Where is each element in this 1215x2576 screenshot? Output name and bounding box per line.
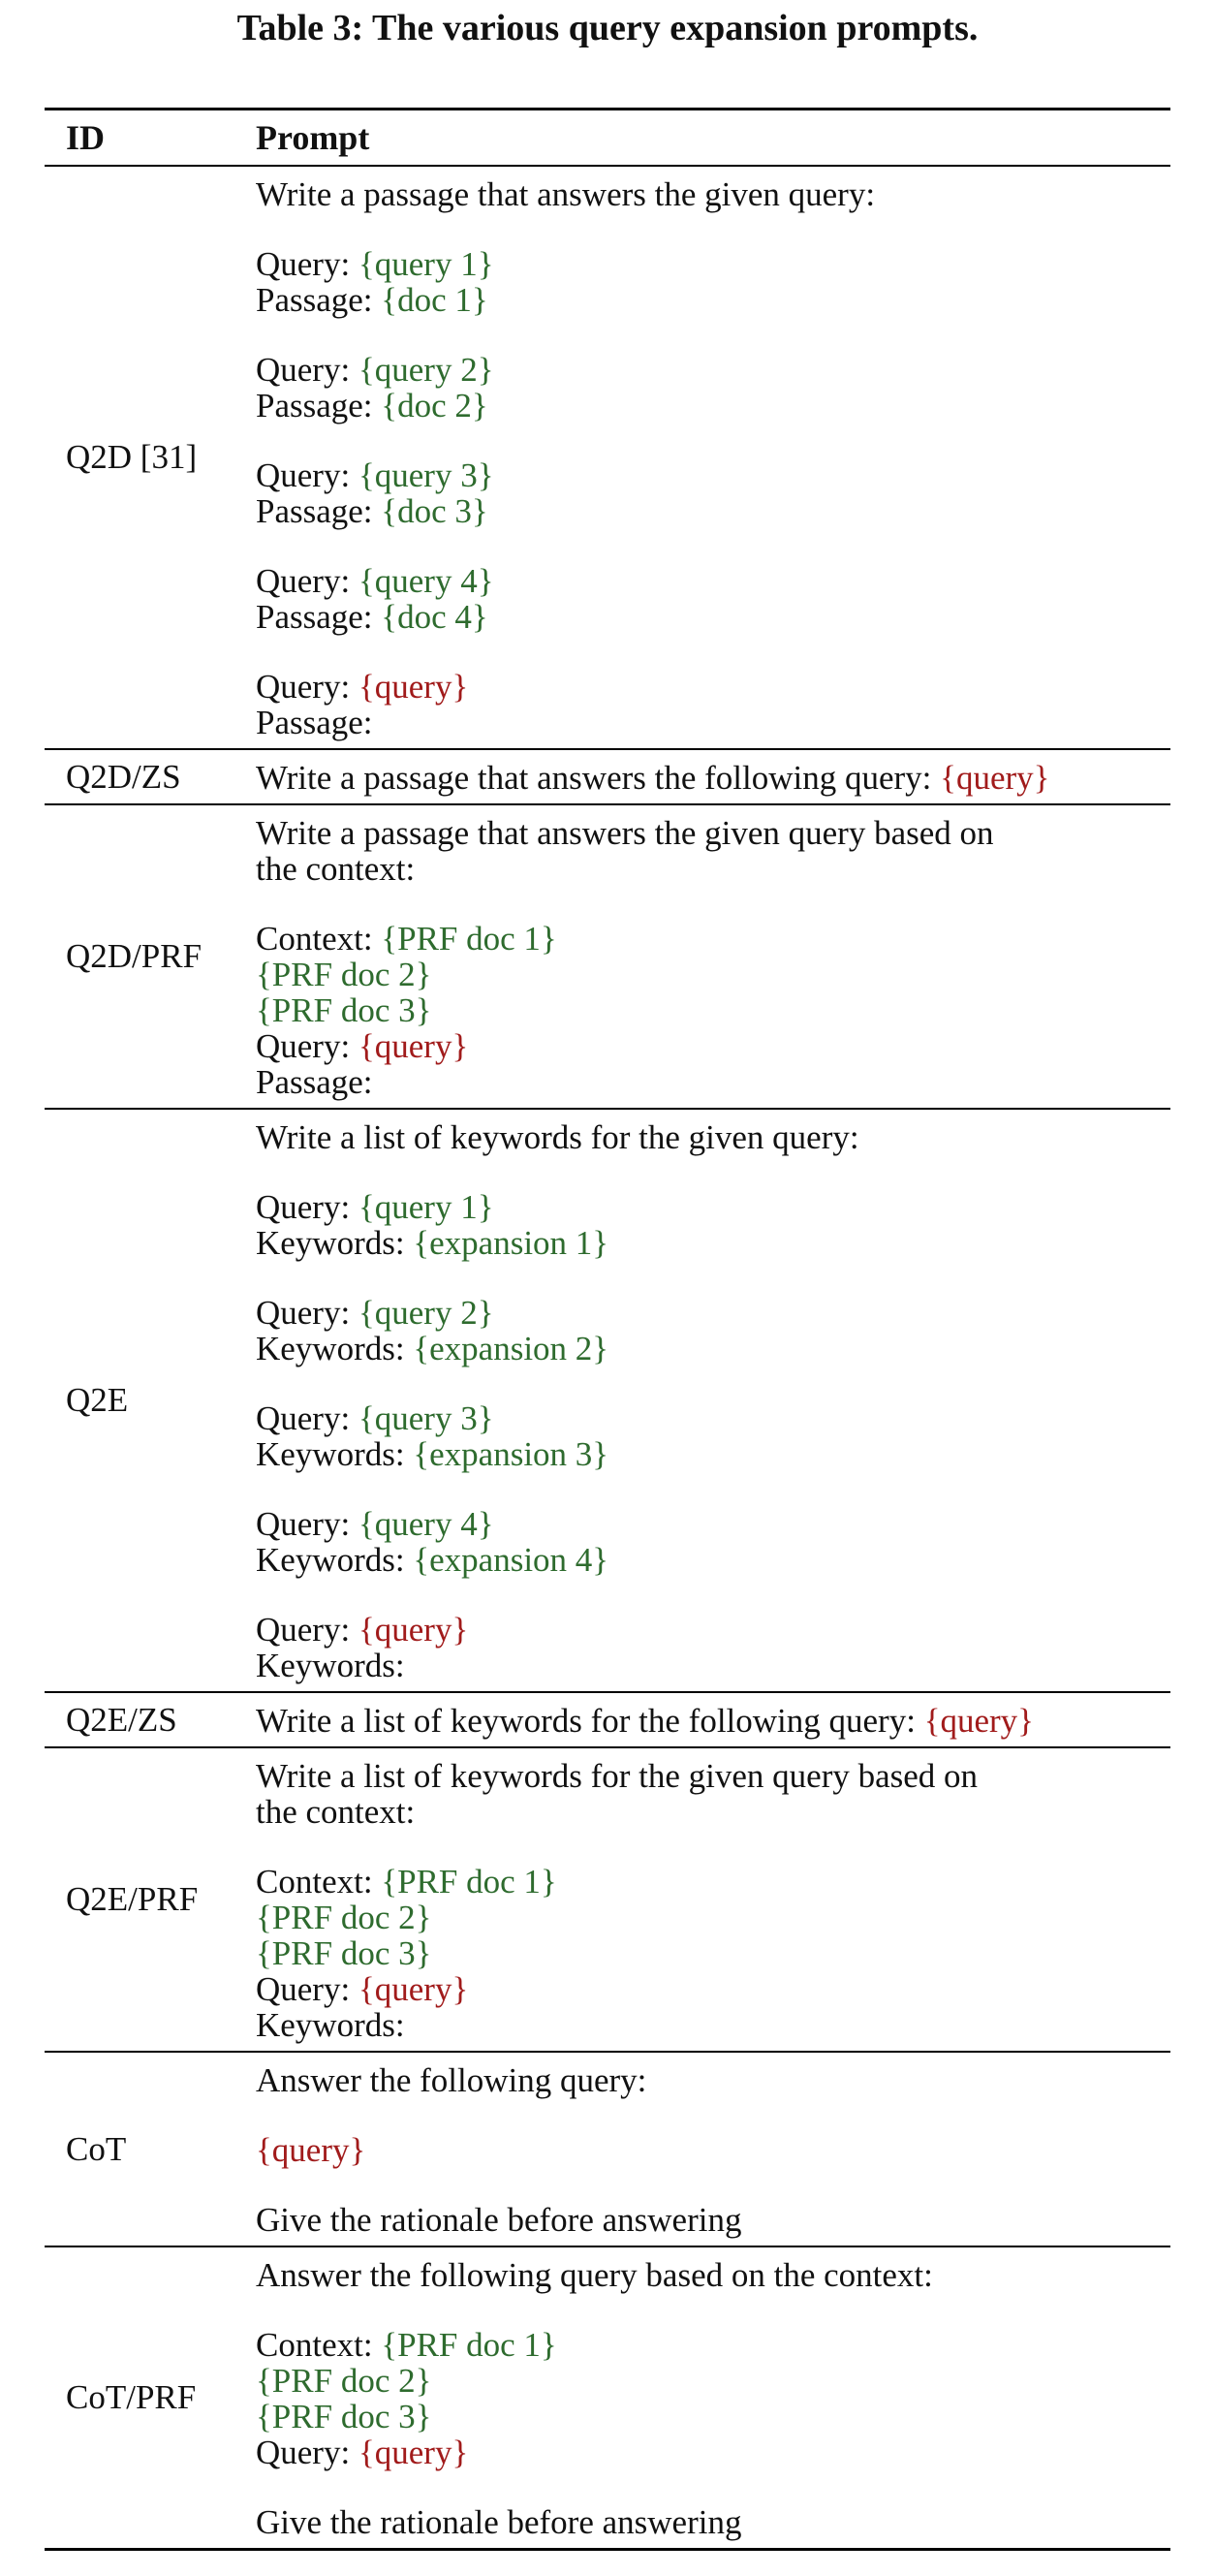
prompt-text: Query: [256,1611,358,1649]
prompt-line [256,1295,1170,1331]
row-id: Q2E/PRF [66,1880,199,1918]
prompt-line [256,1703,1170,1739]
prompt-text: Context: [256,920,382,958]
template-placeholder: {query 3} [358,1399,494,1437]
template-placeholder: {query 4} [358,1505,494,1543]
prompt-blank-line [256,1578,1170,1612]
template-placeholder: {expansion 2} [413,1330,609,1367]
prompt-line [256,2132,1170,2168]
prompt-text: Write a list of keywords for the given query: [256,1118,859,1156]
template-placeholder: {PRF doc 1} [381,920,557,958]
prompt-text: Passage: [256,1063,373,1101]
row-prompt [256,2247,1170,2548]
prompt-line [256,2202,1170,2238]
header-prompt: Prompt [256,118,370,157]
prompt-line [256,282,1170,318]
prompt-blank-line [256,2470,1170,2504]
prompt-text: Passage: [256,492,382,530]
table-body [45,167,1170,2548]
prompt-blank-line [256,318,1170,352]
template-placeholder: {doc 3} [381,492,488,530]
prompt-blank-line [256,2168,1170,2202]
prompt-line [256,563,1170,599]
prompt-line [256,1935,1170,1971]
prompt-text: Give the rationale before answering [256,2201,742,2239]
prompt-line [256,1758,1170,1794]
query-placeholder: {query} [358,1970,469,2008]
prompt-line [256,1400,1170,1436]
prompt-text: Give the rationale before answering [256,2503,742,2541]
prompt-line [256,2327,1170,2363]
prompt-line [256,1900,1170,1935]
query-placeholder: {query} [256,2131,366,2169]
prompt-line [256,1542,1170,1578]
prompt-text: Write a list of keywords for the given query based on [256,1757,979,1795]
prompt-line [256,992,1170,1028]
row-id: CoT [66,2129,127,2168]
prompt-text: Passage: [256,387,382,424]
template-placeholder: {query 1} [358,1188,494,1226]
prompt-blank-line [256,635,1170,669]
query-placeholder: {query} [358,1027,469,1065]
template-placeholder: {query 3} [358,456,494,494]
prompt-line [256,2435,1170,2470]
query-expansion-prompts-table [45,108,1170,2551]
prompt-line [256,1794,1170,1830]
prompt-blank-line [256,1472,1170,1506]
prompt-line [256,457,1170,493]
prompt-line [256,352,1170,388]
prompt-blank-line [256,1830,1170,1864]
template-placeholder: {PRF doc 2} [256,1899,432,1936]
template-placeholder: {PRF doc 2} [256,956,432,993]
row-id: Q2E [66,1381,129,1419]
prompt-line [256,2007,1170,2043]
prompt-line [256,1971,1170,2007]
query-placeholder: {query} [923,1702,1034,1740]
prompt-text: Keywords: [256,1647,405,1684]
header-id: ID [66,118,106,157]
prompt-blank-line [256,529,1170,563]
row-prompt [256,1748,1170,2051]
prompt-line [256,2399,1170,2435]
prompt-text: Passage: [256,598,382,636]
prompt-line [256,1864,1170,1900]
prompt-line [256,1612,1170,1648]
row-id: CoT/PRF [66,2378,197,2416]
table-row [45,2247,1170,2548]
template-placeholder: {expansion 4} [413,1541,609,1579]
query-placeholder: {query} [940,759,1050,797]
query-placeholder: {query} [358,2434,469,2471]
prompt-blank-line [256,2098,1170,2132]
table-row [45,805,1170,1110]
prompt-line [256,1648,1170,1683]
row-id: Q2E/ZS [66,1700,177,1739]
prompt-text: Query: [256,2434,358,2471]
row-prompt [256,750,1170,803]
prompt-text: Answer the following query: [256,2061,647,2099]
table-row [45,750,1170,805]
prompt-line [256,921,1170,957]
prompt-blank-line [256,1367,1170,1400]
prompt-text: Context: [256,1863,382,1901]
prompt-text: Query: [256,562,358,600]
template-placeholder: {expansion 1} [413,1224,609,1262]
row-prompt [256,167,1170,748]
prompt-text: Keywords: [256,1435,414,1473]
prompt-line [256,2257,1170,2293]
row-prompt [256,805,1170,1108]
template-placeholder: {doc 1} [381,281,488,319]
prompt-blank-line [256,2293,1170,2327]
prompt-line [256,388,1170,424]
prompt-text: Query: [256,1399,358,1437]
prompt-text: the context: [256,850,416,888]
prompt-blank-line [256,424,1170,457]
table-caption: Table 3: The various query expansion prompts. [236,8,979,48]
row-prompt [256,1110,1170,1691]
prompt-line [256,1436,1170,1472]
template-placeholder: {PRF doc 3} [256,2398,432,2435]
prompt-text: Keywords: [256,1541,414,1579]
prompt-line [256,2363,1170,2399]
template-placeholder: {PRF doc 3} [256,1934,432,1972]
table-row [45,167,1170,750]
prompt-line [256,669,1170,705]
row-prompt [256,1693,1170,1746]
template-placeholder: {query 2} [358,1294,494,1332]
prompt-line [256,246,1170,282]
row-id: Q2D/ZS [66,757,181,796]
query-placeholder: {query} [358,668,469,706]
prompt-line [256,760,1170,796]
template-placeholder: {PRF doc 3} [256,991,432,1029]
template-placeholder: {query 1} [358,245,494,283]
prompt-line [256,1506,1170,1542]
prompt-line [256,599,1170,635]
prompt-line [256,1331,1170,1367]
prompt-line [256,1064,1170,1100]
prompt-text: Query: [256,1294,358,1332]
table-row [45,1110,1170,1693]
prompt-text: Write a passage that answers the given query: [256,175,876,213]
prompt-blank-line [256,212,1170,246]
prompt-line [256,705,1170,740]
prompt-line [256,2504,1170,2540]
prompt-text: Query: [256,1027,358,1065]
template-placeholder: {PRF doc 2} [256,2362,432,2400]
query-placeholder: {query} [358,1611,469,1649]
row-id: Q2D/PRF [66,937,202,975]
prompt-text: Context: [256,2326,382,2364]
prompt-text: Query: [256,351,358,389]
prompt-text: Query: [256,1505,358,1543]
prompt-line [256,1225,1170,1261]
row-id: Q2D [31] [66,438,198,476]
prompt-text: Passage: [256,281,382,319]
prompt-text: Write a passage that answers the following query: [256,759,941,797]
template-placeholder: {PRF doc 1} [381,1863,557,1901]
row-prompt [256,2053,1170,2246]
template-placeholder: {query 4} [358,562,494,600]
prompt-line [256,957,1170,992]
prompt-text: Keywords: [256,1330,414,1367]
prompt-line [256,176,1170,212]
prompt-line [256,1189,1170,1225]
prompt-line [256,1028,1170,1064]
template-placeholder: {doc 4} [381,598,488,636]
prompt-line [256,2062,1170,2098]
template-placeholder: {expansion 3} [413,1435,609,1473]
prompt-text: Query: [256,456,358,494]
template-placeholder: {query 2} [358,351,494,389]
table-row [45,1693,1170,1748]
prompt-line [256,493,1170,529]
prompt-text: Keywords: [256,2006,405,2044]
prompt-text: Keywords: [256,1224,414,1262]
prompt-line [256,815,1170,851]
prompt-line [256,851,1170,887]
table-header-row [45,110,1170,167]
prompt-text: the context: [256,1793,416,1831]
prompt-line [256,1119,1170,1155]
template-placeholder: {PRF doc 1} [381,2326,557,2364]
prompt-text: Write a passage that answers the given query based on [256,814,994,852]
table-row [45,2053,1170,2247]
prompt-text: Query: [256,245,358,283]
prompt-blank-line [256,887,1170,921]
prompt-blank-line [256,1155,1170,1189]
prompt-text: Write a list of keywords for the following query: [256,1702,924,1740]
prompt-text: Passage: [256,704,373,741]
prompt-text: Query: [256,668,358,706]
table-row [45,1748,1170,2053]
prompt-text: Answer the following query based on the context: [256,2256,933,2294]
prompt-text: Query: [256,1970,358,2008]
prompt-text: Query: [256,1188,358,1226]
template-placeholder: {doc 2} [381,387,488,424]
prompt-blank-line [256,1261,1170,1295]
